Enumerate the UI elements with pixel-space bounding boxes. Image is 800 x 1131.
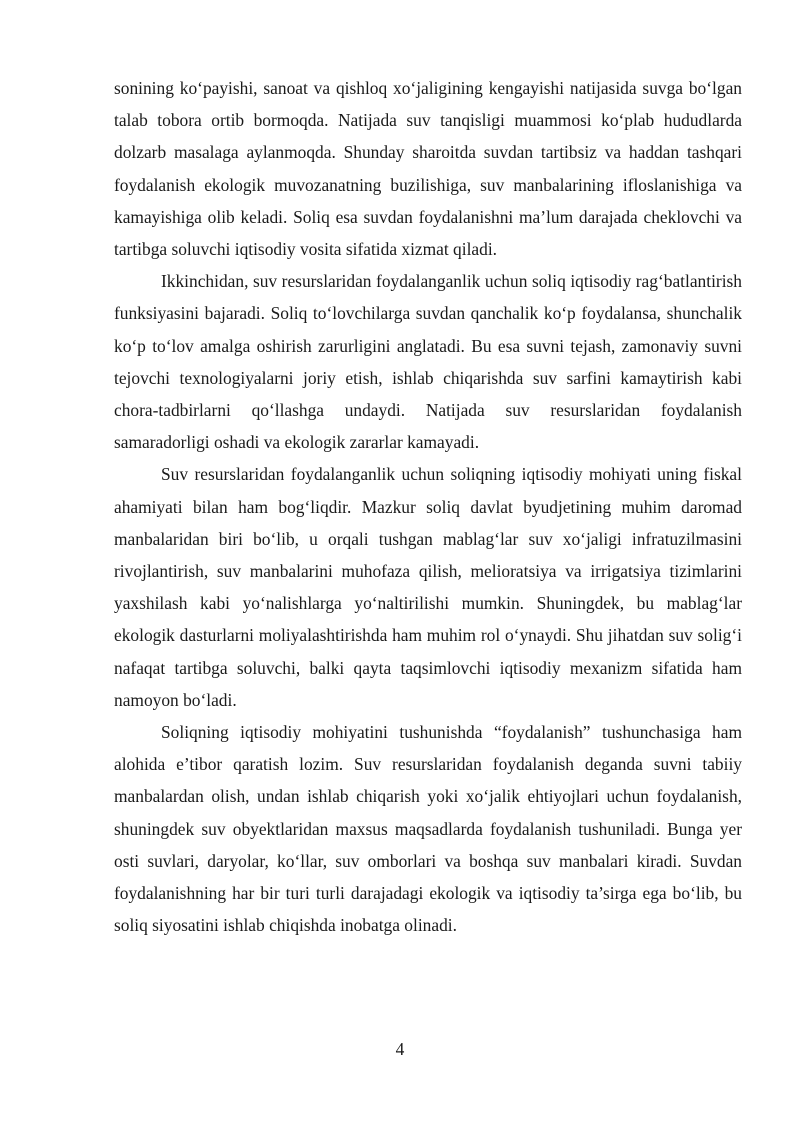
paragraph-fiscal-importance: Suv resurslaridan foydalanganlik uchun soliqning iqtisodiy mohiyati uning fiskal ahamiyati bilan ham bog‘liqdir. Mazkur soliq davlat byudjetining muhim daromad manbalaridan biri bo‘lib, u orqali tushgan mablag‘lar suv xo‘jaligi infratuzilmasini rivojlantirish, suv manbalarini muhofaza qilish, melioratsiya va irrigatsiya tizimlarini yaxshilash kabi yo‘nalishlarga yo‘naltirilishi mumkin. Shuningdek, bu mablag‘lar ekologik dasturlarni moliyalashtirishda ham muhim rol o‘ynaydi. Shu jihatdan suv solig‘i nafaqat tartibga soluvchi, balki qayta taqsimlovchi iqtisodiy mexanizm sifatida ham namoyon bo‘ladi. [114,464,742,710]
paragraph-economic-incentive: Ikkinchidan, suv resurslaridan foydalanganlik uchun soliq iqtisodiy rag‘batlantirish funksiyasini bajaradi. Soliq to‘lovchilarga suvdan qanchalik ko‘p foydalansa, shunchalik ko‘p to‘lov amalga oshirish zarurligini anglatadi. Bu esa suvni tejash, zamonaviy suvni tejovchi texnologiyalarni joriy etish, ishlab chiqarishda suv sarfini kamaytirish kabi chora-tadbirlarni qo‘llashga undaydi. Natijada suv resurslaridan foydalanish samaradorligi oshadi va ekologik zararlar kamayadi. [114,271,742,453]
paragraph-usage-concept: Soliqning iqtisodiy mohiyatini tushunishda “foydalanish” tushunchasiga ham alohida e’tibor qaratish lozim. Suv resurslaridan foydalanish deganda suvni tabiiy manbalardan olish, undan ishlab chiqarish yoki xo‘jalik ehtiyojlari uchun foydalanish, shuningdek suv obyektlaridan maxsus maqsadlarda foydalanish tushuniladi. Bunga yer osti suvlari, daryolar, ko‘llar, suv omborlari va boshqa suv manbalari kiradi. Suvdan foydalanishning har bir turi turli darajadagi ekologik va iqtisodiy ta’sirga ega bo‘lib, bu soliq siyosatini ishlab chiqishda inobatga olinadi. [114,722,742,936]
page-body [114,72,742,941]
page-number: 4 [395,1039,405,1059]
paragraph-continuation: sonining ko‘payishi, sanoat va qishloq xo‘jaligining kengayishi natijasida suvga bo‘lgan talab tobora ortib bormoqda. Natijada suv tanqisligi muammosi ko‘plab hududlarda dolzarb masalaga aylanmoqda. Shunday sharoitda suvdan tartibsiz va haddan tashqari foydalanish ekologik muvozanatning buzilishiga, suv manbalarining ifloslanishiga va kamayishiga olib keladi. Soliq esa suvdan foydalanishni ma’lum darajada cheklovchi va tartibga soluvchi iqtisodiy vosita sifatida xizmat qiladi. [114,78,742,260]
